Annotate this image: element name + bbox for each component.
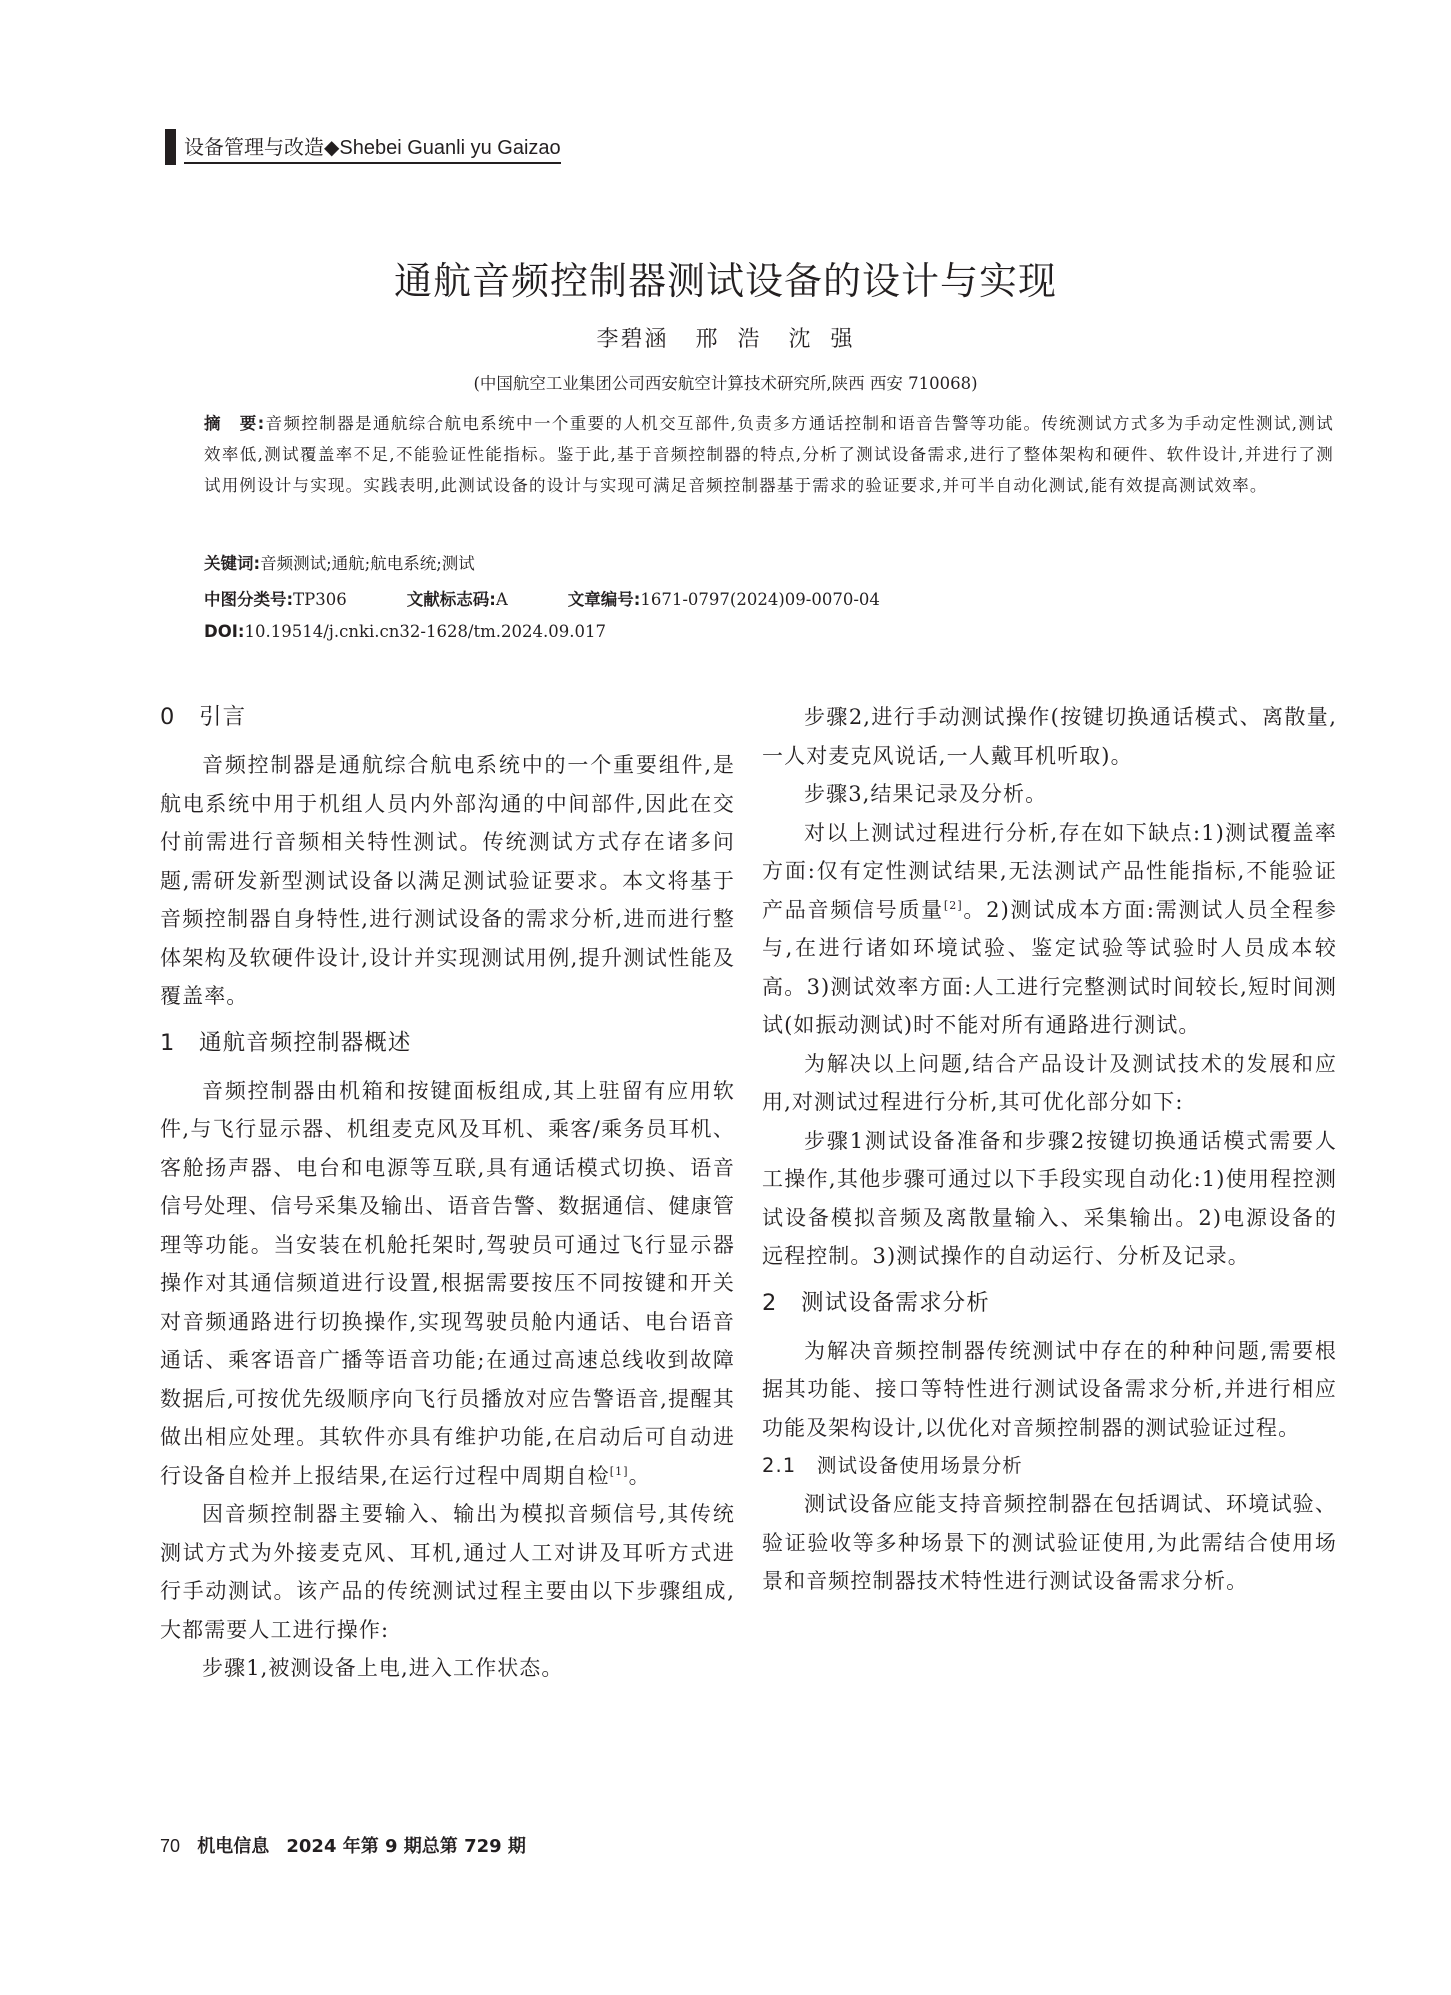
citation-ref-1[interactable]: [1]: [609, 1464, 629, 1478]
paragraph: 因音频控制器主要输入、输出为模拟音频信号,其传统测试方式为外接麦克风、耳机,通过人工对讲及耳听方式进行手动测试。该产品的传统测试过程主要由以下步骤组成,大都需要人工进行操作:: [160, 1502, 735, 1642]
right-column: [762, 698, 1337, 1601]
running-head-bar: [165, 129, 176, 165]
paragraph: 测试设备应能支持音频控制器在包括调试、环境试验、验证验收等多种场景下的测试验证使用,为此需结合使用场景和音频控制器技术特性进行测试设备需求分析。: [762, 1492, 1337, 1593]
paragraph: 步骤1测试设备准备和步骤2按键切换通话模式需要人工操作,其他步骤可通过以下手段实现自动化:1)使用程控测试设备模拟音频及离散量输入、采集输出。2)电源设备的远程控制。3)测试操作的自动运行、分析及记录。: [762, 1128, 1337, 1268]
citation-ref-2[interactable]: [2]: [943, 898, 963, 912]
paragraph-text: 对以上测试过程进行分析,存在如下缺点:1)测试覆盖率方面:仅有定性测试结果,无法测试产品性能指标,不能验证产品音频信号质量: [762, 820, 1337, 922]
section-heading-2: 2 测试设备需求分析: [762, 1289, 990, 1316]
subsection-heading-2-1: 2.1 测试设备使用场景分析: [762, 1454, 1023, 1477]
running-head-text: [184, 131, 561, 164]
author-affiliation: (中国航空工业集团公司西安航空计算技术研究所,陕西 西安 710068): [473, 374, 978, 393]
clc-label: 中图分类号:: [204, 590, 294, 609]
running-head-separator: ◆: [324, 134, 340, 159]
paragraph: [160, 1072, 735, 1496]
clc-value: TP306: [293, 590, 347, 609]
doc-code-value: A: [495, 590, 508, 609]
keywords-text: 音频测试;通航;航电系统;测试: [260, 554, 475, 573]
running-head-en: Shebei Guanli yu Gaizao: [339, 136, 561, 159]
paragraph: 步骤1,被测设备上电,进入工作状态。: [202, 1656, 564, 1680]
running-head: [165, 128, 561, 166]
doi-label: DOI:: [204, 622, 245, 641]
section-heading-0: 0 引言: [160, 704, 247, 730]
page-footer: [160, 1832, 526, 1858]
paragraph: 为解决以上问题,结合产品设计及测试技术的发展和应用,对测试过程进行分析,其可优化部分如下:: [762, 1051, 1337, 1114]
paragraph: 为解决音频控制器传统测试中存在的种种问题,需要根据其功能、接口等特性进行测试设备需求分析,并进行相应功能及架构设计,以优化对音频控制器的测试验证过程。: [762, 1338, 1337, 1440]
running-head-cn: 设备管理与改造: [184, 134, 324, 159]
paragraph-text: 音频控制器由机箱和按键面板组成,其上驻留有应用软件,与飞行显示器、机组麦克风及耳机、乘客/乘务员耳机、客舱扬声器、电台和电源等互联,具有通话模式切换、语音信号处理、信号采集及输出、语音告警、数据通信、健康管理等功能。当安装在机舱托架时,驾驶员可通过飞行显示器操作对其通信频道进行设置,根据需要按压不同按键和开关对音频通路进行切换操作,实现驾驶员舱内通话、电台语音通话、乘客语音广播等语音功能;在通过高速总线收到故障数据后,可按优先级顺序向飞行员播放对应告警语音,提醒其做出相应处理。其软件亦具有维护功能,在启动后可自动进行设备自检并上报结果,在运行过程中周期自检: [160, 1078, 735, 1488]
paragraph: 步骤3,结果记录及分析。: [804, 782, 1048, 806]
doi-value: 10.19514/j.cnki.cn32-1628/tm.2024.09.017: [244, 622, 606, 641]
paragraph: [762, 814, 1337, 1045]
paragraph-text-cont: 。2)测试成本方面:需测试人员全程参与,在进行诸如环境试验、鉴定试验等试验时人员成本较高。3)测试效率方面:人工进行完整测试时间较长,短时间测试(如振动测试)时不能对所有通路进行测试。: [762, 897, 1337, 1037]
article-title: 通航音频控制器测试设备的设计与实现: [393, 259, 1057, 303]
classification-line: [204, 586, 880, 610]
doc-code-label: 文献标志码:: [406, 590, 496, 609]
article-number-label: 文章编号:: [567, 590, 641, 609]
issue-info: 2024 年第 9 期总第 729 期: [286, 1836, 526, 1857]
doi-line: [204, 622, 606, 641]
keywords-label: 关键词:: [204, 554, 261, 573]
left-column: [160, 698, 735, 1688]
paragraph: 音频控制器是通航综合航电系统中的一个重要组件,是航电系统中用于机组人员内外部沟通的中间部件,因此在交付前需进行音频相关特性测试。传统测试方式存在诸多问题,需研发新型测试设备以满足测试验证要求。本文将基于音频控制器自身特性,进行测试设备的需求分析,进而进行整体架构及软硬件设计,设计并实现测试用例,提升测试性能及覆盖率。: [160, 753, 735, 1008]
abstract-label: 摘 要:: [204, 414, 266, 433]
journal-name: 机电信息: [197, 1836, 270, 1857]
page-number: 70: [160, 1836, 181, 1856]
keywords: [204, 550, 475, 574]
abstract-text: 音频控制器是通航综合航电系统中一个重要的人机交互部件,负责多方通话控制和语音告警等功能。传统测试方式多为手动定性测试,测试效率低,测试覆盖率不足,不能验证性能指标。鉴于此,基于音频控制器的特点,分析了测试设备需求,进行了整体架构和硬件、软件设计,并进行了测试用例设计与实现。实践表明,此测试设备的设计与实现可满足音频控制器基于需求的验证要求,并可半自动化测试,能有效提高测试效率。: [204, 414, 1334, 495]
paragraph-end: 。: [628, 1463, 651, 1488]
article-authors: 李碧涵 邢 浩 沈 强: [596, 327, 855, 352]
section-heading-1: 1 通航音频控制器概述: [160, 1029, 412, 1056]
paragraph: 步骤2,进行手动测试操作(按键切换通话模式、离散量,一人对麦克风说话,一人戴耳机听取)。: [762, 705, 1337, 768]
article-number-value: 1671-0797(2024)09-0070-04: [640, 590, 880, 609]
abstract: [204, 408, 1334, 501]
